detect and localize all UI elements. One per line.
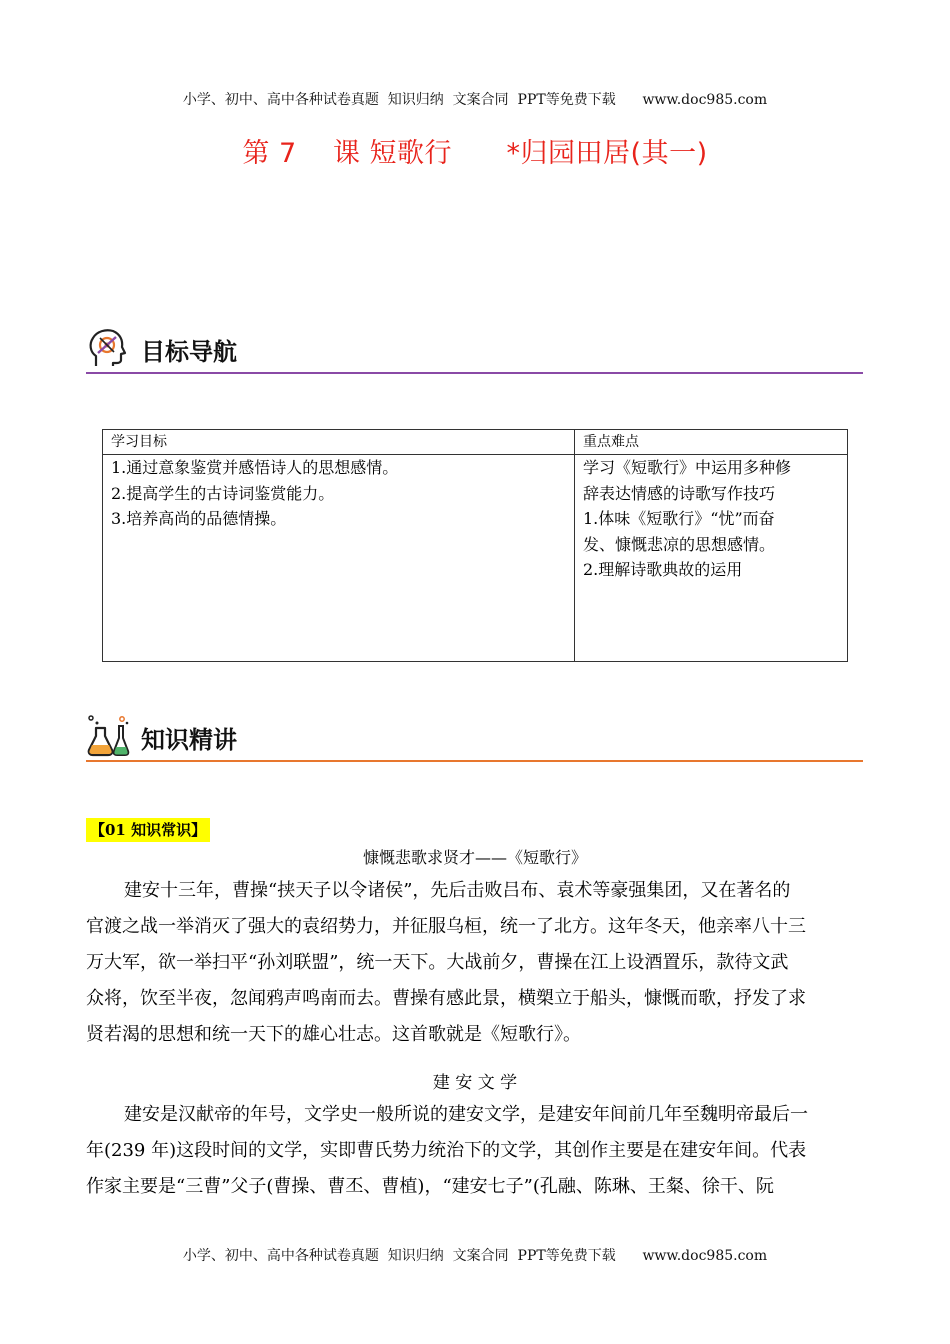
keypoint-line: 辞表达情感的诗歌写作技巧 bbox=[583, 483, 776, 503]
paragraph-background bbox=[86, 873, 866, 1053]
section-knowledge-label: 知识精讲 bbox=[141, 726, 237, 754]
paragraph-line: 众将，饮至半夜，忽闻鸦声鸣南而去。曹操有感此景，横槊立于船头，慷慨而歌，抒发了求 bbox=[86, 988, 806, 1009]
goals-table-body-row bbox=[103, 455, 848, 662]
paragraph-line: 建安十三年，曹操“挟天子以令诸侯”，先后击败吕布、袁术等豪强集团，又在著名的 bbox=[124, 880, 791, 901]
goals-header-learning: 学习目标 bbox=[103, 430, 575, 455]
paragraph-line: 建安是汉献帝的年号，文学史一般所说的建安文学，是建安年间前几年至魏明帝最后一 bbox=[124, 1104, 808, 1125]
keypoint-line: 1.体味《短歌行》“忧”而奋 bbox=[583, 509, 775, 528]
goals-header-keypoints: 重点难点 bbox=[575, 430, 848, 455]
goal-line: 1.通过意象鉴赏并感悟诗人的思想感情。 bbox=[111, 458, 399, 477]
section-goals-header bbox=[86, 326, 863, 374]
section-goals-rule bbox=[86, 372, 863, 374]
flask-icon bbox=[86, 714, 130, 758]
heading-short-song: 慷慨悲歌求贤才——《短歌行》 bbox=[362, 848, 587, 867]
goals-table-header-row bbox=[103, 430, 848, 455]
paragraph-line: 贤若渴的思想和统一天下的雄心壮志。这首歌就是《短歌行》。 bbox=[86, 1024, 581, 1045]
section-goals-label: 目标导航 bbox=[141, 338, 237, 366]
paragraph-line: 万大军，欲一举扫平“孙刘联盟”，统一天下。大战前夕，曹操在江上设酒置乐，款待文武 bbox=[86, 952, 789, 973]
paragraph-jianan bbox=[86, 1097, 866, 1205]
page-footer: 小学、初中、高中各种试卷真题 知识归纳 文案合同 PPT等免费下载 www.doc985.com bbox=[182, 1248, 768, 1264]
keypoint-line: 2.理解诗歌典故的运用 bbox=[583, 560, 743, 579]
section-knowledge-rule bbox=[86, 760, 863, 762]
section-knowledge-header bbox=[86, 714, 863, 762]
goal-line: 3.培养高尚的品德情操。 bbox=[111, 509, 287, 528]
goal-line: 2.提高学生的古诗词鉴赏能力。 bbox=[111, 483, 335, 503]
heading-jianan-literature: 建 安 文 学 bbox=[432, 1073, 518, 1093]
paragraph-line: 年(239 年)这段时间的文学，实即曹氏势力统治下的文学，其创作主要是在建安年间。代表 bbox=[86, 1140, 807, 1161]
goals-table bbox=[102, 429, 848, 662]
knowledge-tag: 【01 知识常识】 bbox=[86, 818, 210, 842]
keypoint-line: 发、慷慨悲凉的思想感情。 bbox=[583, 534, 776, 554]
lesson-title: 第 7 课 短歌行 *归园田居(其一) bbox=[242, 138, 708, 169]
keypoint-line: 学习《短歌行》中运用多种修 bbox=[583, 458, 792, 477]
page-header: 小学、初中、高中各种试卷真题 知识归纳 文案合同 PPT等免费下载 www.doc985.com bbox=[182, 92, 768, 108]
paragraph-line: 作家主要是“三曹”父子(曹操、曹丕、曹植)，“建安七子”(孔融、陈琳、王粲、徐干、阮 bbox=[86, 1176, 774, 1197]
goals-keypoints-cell bbox=[575, 455, 848, 662]
goals-learning-cell bbox=[103, 455, 575, 662]
paragraph-line: 官渡之战一举消灭了强大的袁绍势力，并征服乌桓，统一了北方。这年冬天，他亲率八十三 bbox=[86, 916, 806, 937]
brain-gear-icon bbox=[86, 326, 130, 370]
